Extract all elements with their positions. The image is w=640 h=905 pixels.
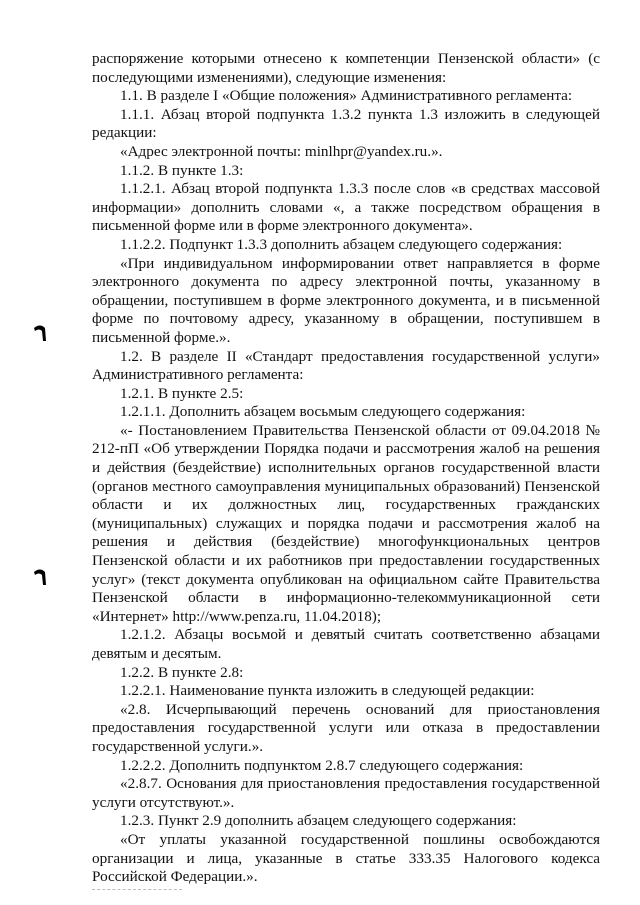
paragraph: «2.8. Исчерпывающий перечень оснований для приостановления предоставления государственной услуги или отказа в предоставлении государственной услуги.». <box>92 700 600 755</box>
paragraph: 1.2.1.1. Дополнить абзацем восьмым следующего содержания: <box>120 403 526 421</box>
paragraph: 1.1.2.1. Абзац второй подпункта 1.3.3 после слов «в средствах массовой информации» дополнить словами «, а также посредством обращения в письменной форме или в форме электронного документа». <box>92 180 600 235</box>
paragraph: 1.1.2.2. Подпункт 1.3.3 дополнить абзацем следующего содержания: <box>120 235 563 253</box>
paragraph: распоряжение которыми отнесено к компетенции Пензенской области» (с последующими изменениями), следующие изменения: <box>92 50 600 86</box>
paragraph: «Адрес электронной почты: minlhpr@yandex.ru.». <box>120 142 443 160</box>
paragraph: 1.1. В разделе I «Общие положения» Административного регламента: <box>120 87 573 105</box>
paragraph: 1.1.1. Абзац второй подпункта 1.3.2 пункта 1.3 изложить в следующей редакции: <box>92 105 600 142</box>
hole-punch-mark-icon <box>33 568 47 586</box>
paragraph: 1.2.2.2. Дополнить подпунктом 2.8.7 следующего содержания: <box>120 756 524 774</box>
paragraph: 1.1.2. В пункте 1.3: <box>120 161 244 179</box>
paragraph: 1.2.2. В пункте 2.8: <box>120 663 244 681</box>
paragraph: «- Постановлением Правительства Пензенской области от 09.04.2018 № 212-пП «Об утверждении Порядка подачи и рассмотрения жалоб на решения и действия (бездействие) исполнительных органов государственной власти (органов местного самоуправления муниципальных образований) Пензенской области и их должностных лиц, государственных гражданских (муниципальных) служащих и порядка подачи и рассмотрения жалоб на решения и действия (бездействие) многофункциональных центров Пензенской области и их работников при предоставлении государственных услуг» (текст документа опубликован на официальном сайте Правительства Пензенской области в информационно-телекоммуникационной сети «Интернет» http://www.penza.ru, 11.04.2018); <box>92 421 600 625</box>
paragraph: «От уплаты указанной государственной пошлины освобождаются организации и лица, указанные в статье 333.35 Налогового кодекса Российской Федерации.». <box>92 830 600 886</box>
paragraph: «При индивидуальном информировании ответ направляется в форме электронного документа по адресу электронной почты, указанному в обращении, поступившем в форме электронного документа, и в письменной форме по почтовому адресу, указанному в обращении, поступившем в письменной форме.». <box>92 254 600 346</box>
document-body <box>92 50 600 887</box>
paragraph: 1.2. В разделе II «Стандарт предоставления государственной услуги» Административного регламента: <box>92 347 600 384</box>
paragraph: 1.2.3. Пункт 2.9 дополнить абзацем следующего содержания: <box>120 812 517 830</box>
page-edge-divider <box>92 889 182 891</box>
paragraph: 1.2.1. В пункте 2.5: <box>120 384 244 402</box>
paragraph: «2.8.7. Основания для приостановления предоставления государственной услуги отсутствуют.». <box>92 775 600 811</box>
paragraph: 1.2.2.1. Наименование пункта изложить в следующей редакции: <box>120 682 535 700</box>
hole-punch-mark-icon <box>33 324 47 342</box>
paragraph: 1.2.1.2. Абзацы восьмой и девятый считать соответственно абзацами девятым и десятым. <box>92 626 600 662</box>
